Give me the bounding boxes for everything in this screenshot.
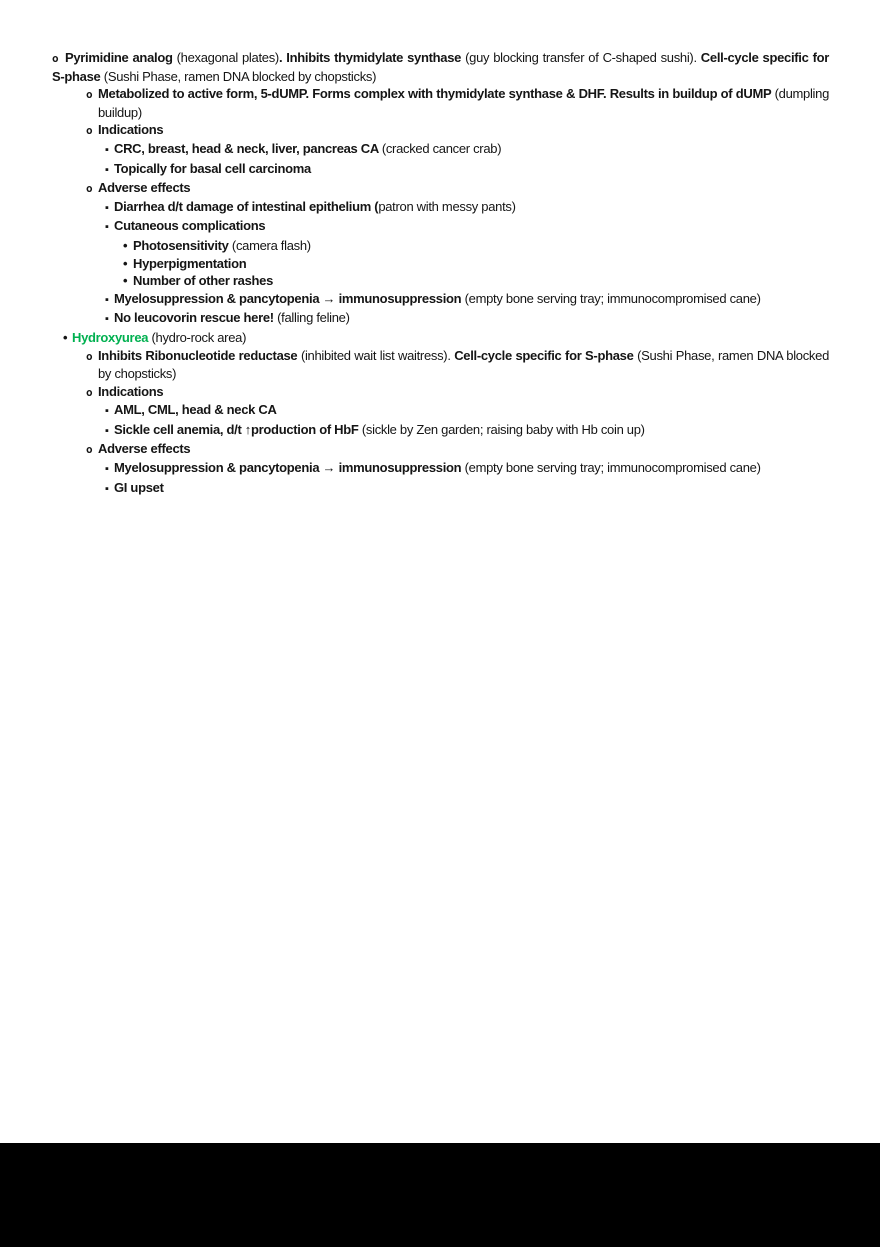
text-segment: Indications — [98, 122, 164, 138]
text-segment: Cell-cycle specific for S-phase — [454, 347, 638, 363]
page-end-gutter — [0, 1143, 880, 1247]
pyrimidine-analog-item — [52, 49, 829, 85]
metabolized-item — [52, 85, 829, 121]
square-bullet-icon: ▪ — [105, 163, 109, 176]
text-segment: (Sushi Phase, ramen DNA blocked by chopsticks) — [98, 347, 829, 382]
crc-indication-item — [52, 140, 829, 160]
text-segment: Diarrhea d/t damage of intestinal epithelium ( — [114, 198, 379, 214]
text-segment: Metabolized to active form, 5-dUMP. Forms complex with thymidylate synthase & DHF. Results in buildup of dUMP — [98, 86, 775, 102]
sickle-cell-indication-item — [52, 421, 829, 441]
square-bullet-icon: ▪ — [105, 313, 109, 326]
other-rashes-item — [52, 272, 829, 290]
circle-bullet-icon: o — [86, 88, 93, 102]
text-segment: Cell-cycle specific for S-phase — [52, 50, 830, 84]
text-segment: (guy blocking transfer of C-shaped sushi). — [465, 50, 701, 65]
text-segment: (empty bone serving tray; immunocompromised cane) — [464, 290, 761, 306]
text-segment: Cutaneous complications — [114, 218, 266, 234]
text-segment: (falling feline) — [277, 310, 350, 326]
adverse-effects-heading-5fu — [52, 179, 829, 198]
text-segment: Pyrimidine analog — [65, 50, 177, 65]
text-segment: (dumpling buildup) — [98, 86, 829, 120]
text-segment: Adverse effects — [98, 441, 191, 457]
hyperpigmentation-item — [52, 255, 829, 273]
text-segment: (empty bone serving tray; immunocompromised cane) — [464, 460, 761, 476]
indications-heading-5fu — [52, 121, 829, 140]
text-segment: (Sushi Phase, ramen DNA blocked by chopsticks) — [103, 68, 377, 84]
circle-bullet-icon: o — [86, 124, 93, 138]
circle-bullet-icon: o — [52, 52, 59, 65]
square-bullet-icon: ▪ — [105, 424, 109, 437]
text-segment: Indications — [98, 383, 164, 399]
text-segment: Hydroxyurea — [72, 329, 152, 345]
text-segment: Myelosuppression & pancytopenia → immunosuppression — [114, 290, 465, 306]
square-bullet-icon: ▪ — [105, 143, 109, 156]
text-segment: . Inhibits thymidylate synthase — [278, 50, 466, 65]
disc-bullet-icon: • — [123, 255, 128, 271]
text-segment: Photosensitivity — [133, 237, 232, 253]
square-bullet-icon: ▪ — [105, 463, 109, 476]
myelosuppression-item-5fu — [52, 290, 829, 310]
text-segment: Topically for basal cell carcinoma — [114, 160, 311, 176]
circle-bullet-icon: o — [86, 443, 93, 457]
diarrhea-item — [52, 198, 829, 218]
text-segment: Sickle cell anemia, d/t ↑production of HbF — [114, 421, 362, 437]
text-segment: Adverse effects — [98, 180, 191, 196]
disc-bullet-icon: • — [123, 273, 128, 289]
notes-list — [52, 49, 829, 498]
no-leucovorin-item — [52, 309, 829, 329]
text-segment: (inhibited wait list waitress). — [300, 347, 455, 363]
gi-upset-item — [52, 479, 829, 499]
text-segment: Number of other rashes — [133, 273, 274, 289]
text-segment: (cracked cancer crab) — [381, 140, 502, 156]
text-segment: No leucovorin rescue here! — [114, 310, 278, 326]
myelosuppression-item-hydroxyurea — [52, 459, 829, 479]
ribonucleotide-reductase-item — [52, 347, 829, 383]
text-segment: (hydro-rock area) — [151, 329, 247, 345]
square-bullet-icon: ▪ — [105, 482, 109, 495]
text-segment: GI upset — [114, 479, 164, 495]
text-segment: Inhibits Ribonucleotide reductase — [98, 347, 301, 363]
square-bullet-icon: ▪ — [105, 201, 109, 214]
square-bullet-icon: ▪ — [105, 405, 109, 418]
indications-heading-hydroxyurea — [52, 383, 829, 402]
disc-bullet-icon: • — [123, 237, 128, 253]
text-segment: Myelosuppression & pancytopenia → immunosuppression — [114, 460, 465, 476]
square-bullet-icon: ▪ — [105, 293, 109, 306]
text-segment: AML, CML, head & neck CA — [114, 402, 277, 418]
text-segment: (camera flash) — [231, 237, 311, 253]
circle-bullet-icon: o — [86, 385, 93, 399]
circle-bullet-icon: o — [86, 349, 93, 363]
photosensitivity-item — [52, 237, 829, 255]
hydroxyurea-heading — [52, 329, 829, 347]
text-segment: (hexagonal plates) — [176, 50, 279, 65]
square-bullet-icon: ▪ — [105, 221, 109, 234]
text-segment: patron with messy pants) — [378, 198, 516, 214]
aml-cml-indication-item — [52, 401, 829, 421]
disc-bullet-icon: • — [63, 329, 68, 345]
circle-bullet-icon: o — [86, 182, 93, 196]
text-segment: CRC, breast, head & neck, liver, pancreas CA — [114, 140, 382, 156]
text-segment: Hyperpigmentation — [133, 255, 247, 271]
basal-cell-indication-item — [52, 160, 829, 180]
text-segment: (sickle by Zen garden; raising baby with Hb coin up) — [361, 421, 645, 437]
adverse-effects-heading-hydroxyurea — [52, 440, 829, 459]
cutaneous-complications-item — [52, 217, 829, 237]
